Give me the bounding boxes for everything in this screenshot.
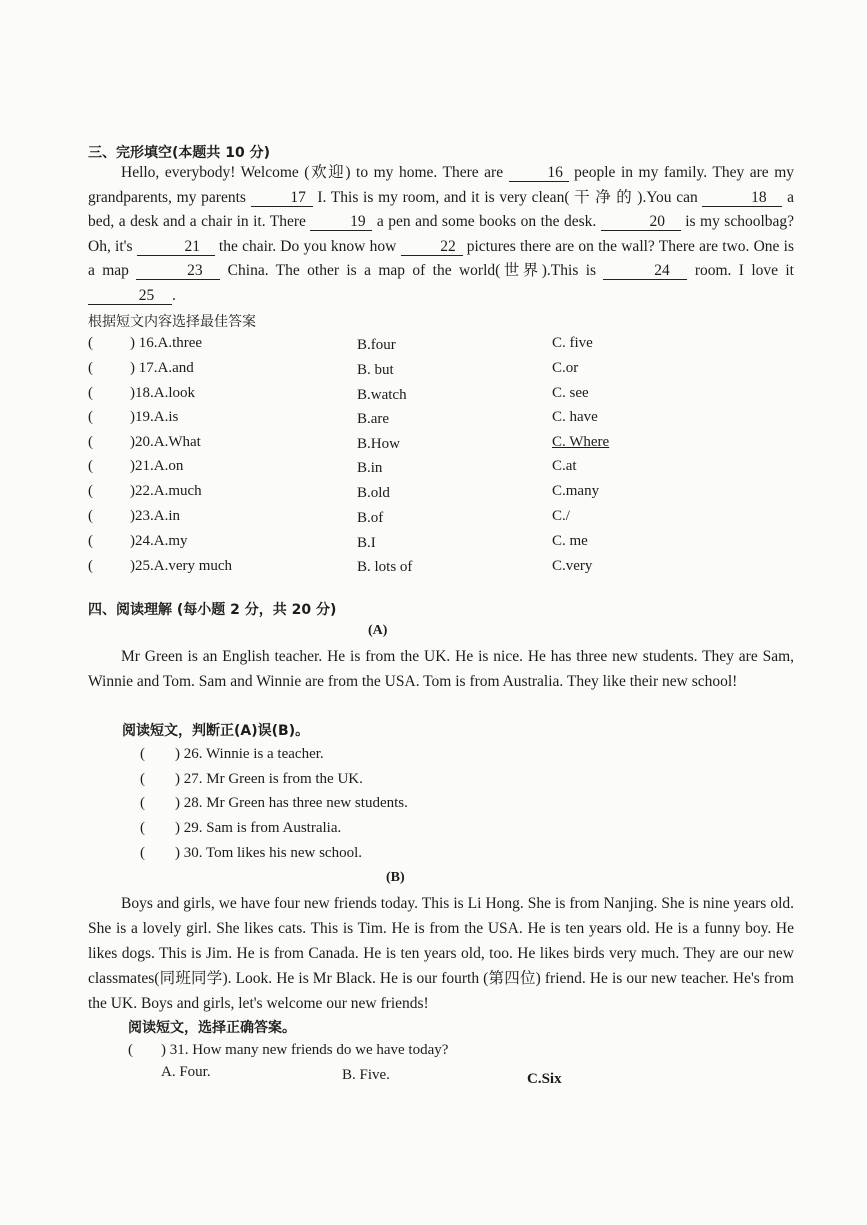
answer-paren: ( bbox=[128, 1042, 133, 1058]
option-b: B.are bbox=[357, 411, 390, 427]
passage-text: China. The other is a map of the world(世界).This is bbox=[220, 262, 604, 279]
option-a: A.much bbox=[153, 483, 202, 499]
option-a: A.very much bbox=[153, 558, 233, 574]
question-number: )21. bbox=[130, 458, 154, 474]
option-b: B.four bbox=[357, 337, 396, 353]
blank-19: 19 bbox=[310, 214, 372, 231]
tf-item bbox=[140, 771, 363, 788]
answer-paren: ( bbox=[88, 483, 93, 499]
question-row bbox=[88, 360, 194, 377]
passage-text: Boys and girls, we have four new friends today. This is Li Hong. She is from Nanjing. She is nine years old. She is a lovely girl. She likes cats. This is Tim. He is from the USA. He is ten years old. He is a funny boy. He likes dogs. This is Jim. He is from Canada. He is ten years old, too. He likes birds very much. They are our new classmates(同班同学). Look. He is Mr Black. He is our fourth (第四位) friend. He is our new teacher. He's from the UK. Boys and girls, let's welcome our new friends! bbox=[88, 895, 794, 1012]
answer-paren: ( bbox=[88, 360, 93, 376]
option-c: C. me bbox=[552, 533, 588, 549]
passage-text: room. I love it bbox=[687, 262, 794, 279]
passage-text: the chair. Do you know how bbox=[214, 237, 401, 255]
question-number: )23. bbox=[130, 508, 154, 524]
answer-paren: ( bbox=[88, 385, 93, 401]
cloze-instruction: 根据短文内容选择最佳答案 bbox=[88, 314, 256, 330]
question-row bbox=[88, 558, 232, 575]
answer-paren: ( bbox=[140, 746, 145, 762]
tf-item bbox=[140, 795, 408, 812]
tf-item bbox=[140, 845, 362, 862]
blank-21: 21 bbox=[137, 239, 215, 256]
question-31 bbox=[128, 1042, 448, 1059]
question-row bbox=[88, 508, 180, 525]
tf-item bbox=[140, 820, 341, 837]
question-number: ) 16. bbox=[130, 335, 158, 351]
answer-paren: ( bbox=[88, 533, 93, 549]
tf-text: ) 27. Mr Green is from the UK. bbox=[175, 771, 363, 787]
option-b: B.old bbox=[357, 485, 390, 501]
part-b-label: (B) bbox=[386, 870, 405, 885]
question-row bbox=[88, 385, 195, 402]
option-c: C.very bbox=[552, 558, 593, 574]
option-b: B.in bbox=[357, 460, 383, 476]
option-a: A.on bbox=[153, 458, 184, 474]
passage-text: people in my family. They are my grandparents, my parents bbox=[88, 164, 794, 206]
blank-24: 24 bbox=[603, 263, 687, 280]
answer-paren: ( bbox=[88, 458, 93, 474]
answer-paren: ( bbox=[88, 558, 93, 574]
question-number: )19. bbox=[130, 409, 154, 425]
option-c: C. Where bbox=[552, 434, 610, 450]
part-a-instruction: 阅读短文，判断正(A)误(B)。 bbox=[122, 723, 310, 739]
part-a-label: (A) bbox=[368, 623, 388, 638]
option-c: C. five bbox=[552, 335, 593, 351]
answer-paren: ( bbox=[88, 335, 93, 351]
option-a: A.three bbox=[157, 335, 203, 351]
passage-text: Hello, everybody! Welcome (欢迎) to my home. There are bbox=[121, 164, 509, 181]
tf-text: ) 26. Winnie is a teacher. bbox=[175, 746, 324, 762]
option-c: C./ bbox=[552, 508, 570, 524]
part-b-passage bbox=[88, 891, 794, 1016]
answer-paren: ( bbox=[140, 820, 145, 836]
question-number: )22. bbox=[130, 483, 154, 499]
question-number: )20. bbox=[130, 434, 154, 450]
option-a: A.What bbox=[153, 434, 201, 450]
answer-paren: ( bbox=[88, 434, 93, 450]
question-text: ) 31. How many new friends do we have today? bbox=[161, 1042, 449, 1058]
option-c: C.many bbox=[552, 483, 600, 499]
option-c: C. see bbox=[552, 385, 589, 401]
blank-16: 16 bbox=[509, 165, 569, 182]
question-number: )18. bbox=[130, 385, 154, 401]
question-row bbox=[88, 458, 183, 475]
option-b: B. lots of bbox=[357, 559, 413, 575]
question-number: )25. bbox=[130, 558, 154, 574]
blank-20: 20 bbox=[601, 214, 681, 231]
passage-text: pictures there are on the wall? There are two. One is a map bbox=[88, 237, 794, 279]
question-number: ) 17. bbox=[130, 360, 158, 376]
blank-22: 22 bbox=[401, 239, 463, 256]
part-a-passage bbox=[88, 644, 794, 694]
passage-text: a bed, a desk and a chair in it. There bbox=[88, 188, 794, 230]
passage-text: Mr Green is an English teacher. He is from the UK. He is nice. He has three new students. They are Sam, Winnie and Tom. Sam and Winnie are from the USA. Tom is from Australia. They like their new school! bbox=[88, 648, 794, 690]
answer-paren: ( bbox=[140, 771, 145, 787]
section4-title: 四、阅读理解 (每小题 2 分，共 20 分) bbox=[88, 602, 337, 618]
answer-paren: ( bbox=[140, 795, 145, 811]
option-b: B.How bbox=[357, 436, 400, 452]
tf-item bbox=[140, 746, 324, 763]
passage-text: is my schoolbag? Oh, it's bbox=[88, 213, 795, 255]
option-a: A.in bbox=[153, 508, 180, 524]
answer-paren: ( bbox=[88, 508, 93, 524]
tf-text: ) 28. Mr Green has three new students. bbox=[175, 795, 408, 811]
section3-title: 三、完形填空(本题共 10 分) bbox=[88, 145, 271, 161]
passage-text: a pen and some books on the desk. bbox=[372, 213, 601, 230]
option-b: B. but bbox=[357, 362, 394, 378]
option-a: A. Four. bbox=[161, 1064, 211, 1080]
tf-text: ) 29. Sam is from Australia. bbox=[175, 820, 342, 836]
tf-text: ) 30. Tom likes his new school. bbox=[175, 845, 362, 861]
question-row bbox=[88, 409, 178, 426]
passage-text: . bbox=[172, 286, 176, 304]
option-c: C.or bbox=[552, 360, 579, 376]
question-row bbox=[88, 483, 202, 500]
option-b: B.I bbox=[357, 535, 376, 551]
option-a: A.look bbox=[153, 385, 195, 401]
answer-paren: ( bbox=[140, 845, 145, 861]
passage-text: I. This is my room, and it is very clean( 干 净 的 ).You can bbox=[312, 188, 703, 206]
option-a: A.is bbox=[153, 409, 179, 425]
option-c: C.Six bbox=[527, 1071, 562, 1087]
option-c: C. have bbox=[552, 409, 598, 425]
question-row bbox=[88, 335, 202, 352]
option-b: B.of bbox=[357, 510, 384, 526]
blank-18: 18 bbox=[702, 190, 782, 207]
blank-25: 25 bbox=[88, 288, 172, 305]
answer-paren: ( bbox=[88, 409, 93, 425]
cloze-passage bbox=[88, 161, 794, 308]
part-b-instruction: 阅读短文，选择正确答案。 bbox=[128, 1020, 296, 1036]
question-number: )24. bbox=[130, 533, 154, 549]
option-a: A.my bbox=[153, 533, 188, 549]
option-b: B. Five. bbox=[342, 1067, 390, 1083]
option-b: B.watch bbox=[357, 387, 407, 403]
option-a: A.and bbox=[157, 360, 194, 376]
blank-23: 23 bbox=[136, 263, 220, 280]
blank-17: 17 bbox=[251, 190, 313, 207]
question-row bbox=[88, 533, 188, 550]
question-row bbox=[88, 434, 201, 451]
option-c: C.at bbox=[552, 458, 577, 474]
